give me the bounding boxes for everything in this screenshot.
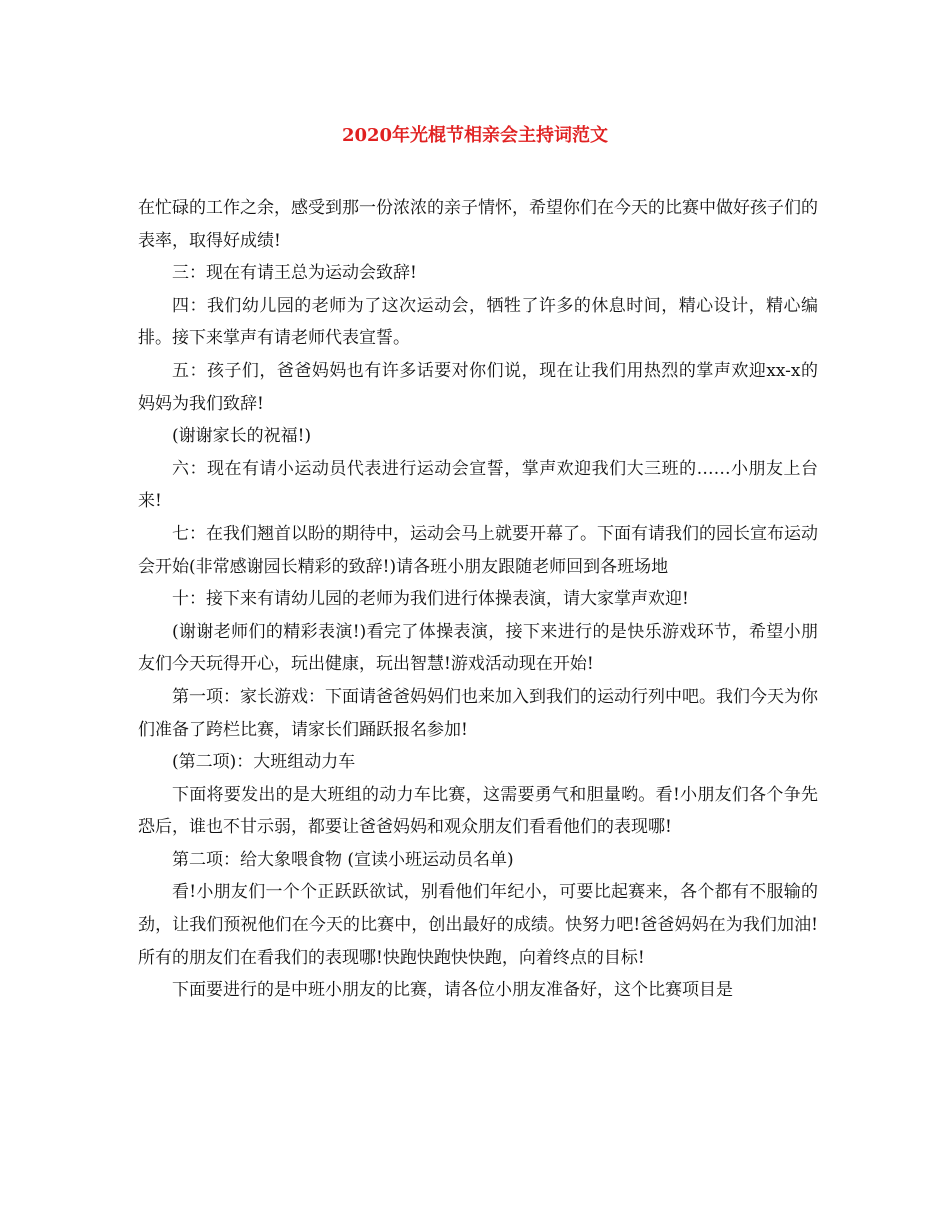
document-title: 2020年光棍节相亲会主持词范文 xyxy=(341,125,609,146)
paragraph: (谢谢家长的祝福!) xyxy=(172,426,312,447)
paragraph: 七：在我们翘首以盼的期待中，运动会马上就要开幕了。下面有请我们的园长宣布运动会开始(非常感谢园长精彩的致辞!)请各班小朋友跟随老师回到各班场地 xyxy=(138,523,818,577)
paragraph: 看!小朋友们一个个正跃跃欲试，别看他们年纪小，可要比起赛来，各个都有不服输的劲，让我们预祝他们在今天的比赛中，创出最好的成绩。快努力吧!爸爸妈妈在为我们加油!所有的朋友们在看我们的表现哪!快跑快跑快快跑，向着终点的目标! xyxy=(138,882,818,968)
paragraph: 下面要进行的是中班小朋友的比赛，请各位小朋友准备好，这个比赛项目是 xyxy=(172,980,733,1001)
paragraph: 五：孩子们，爸爸妈妈也有许多话要对你们说，现在让我们用热烈的掌声欢迎xx-x的妈妈为我们致辞! xyxy=(138,360,818,414)
paragraph: 三：现在有请王总为运动会致辞! xyxy=(172,263,417,284)
paragraph: 六：现在有请小运动员代表进行运动会宣誓，掌声欢迎我们大三班的……小朋友上台来! xyxy=(138,458,818,512)
paragraph: 下面将要发出的是大班组的动力车比赛，这需要勇气和胆量哟。看!小朋友们各个争先恐后，谁也不甘示弱，都要让爸爸妈妈和观众朋友们看看他们的表现哪! xyxy=(138,784,818,838)
document-body xyxy=(138,192,818,1007)
paragraph: 在忙碌的工作之余，感受到那一份浓浓的亲子情怀，希望你们在今天的比赛中做好孩子们的表率，取得好成绩! xyxy=(138,198,818,251)
paragraph: 十：接下来有请幼儿园的老师为我们进行体操表演，请大家掌声欢迎! xyxy=(172,589,689,610)
paragraph: (第二项)：大班组动力车 xyxy=(172,752,356,773)
paragraph: 四：我们幼儿园的老师为了这次运动会，牺牲了许多的休息时间，精心设计，精心编排。接下来掌声有请老师代表宣誓。 xyxy=(138,295,818,349)
paragraph: 第二项：给大象喂食物 (宣读小班运动员名单) xyxy=(172,849,514,870)
paragraph: (谢谢老师们的精彩表演!)看完了体操表演，接下来进行的是快乐游戏环节，希望小朋友们今天玩得开心，玩出健康，玩出智慧!游戏活动现在开始! xyxy=(138,621,818,675)
paragraph: 第一项：家长游戏：下面请爸爸妈妈们也来加入到我们的运动行列中吧。我们今天为你们准备了跨栏比赛，请家长们踊跃报名参加! xyxy=(138,686,818,740)
